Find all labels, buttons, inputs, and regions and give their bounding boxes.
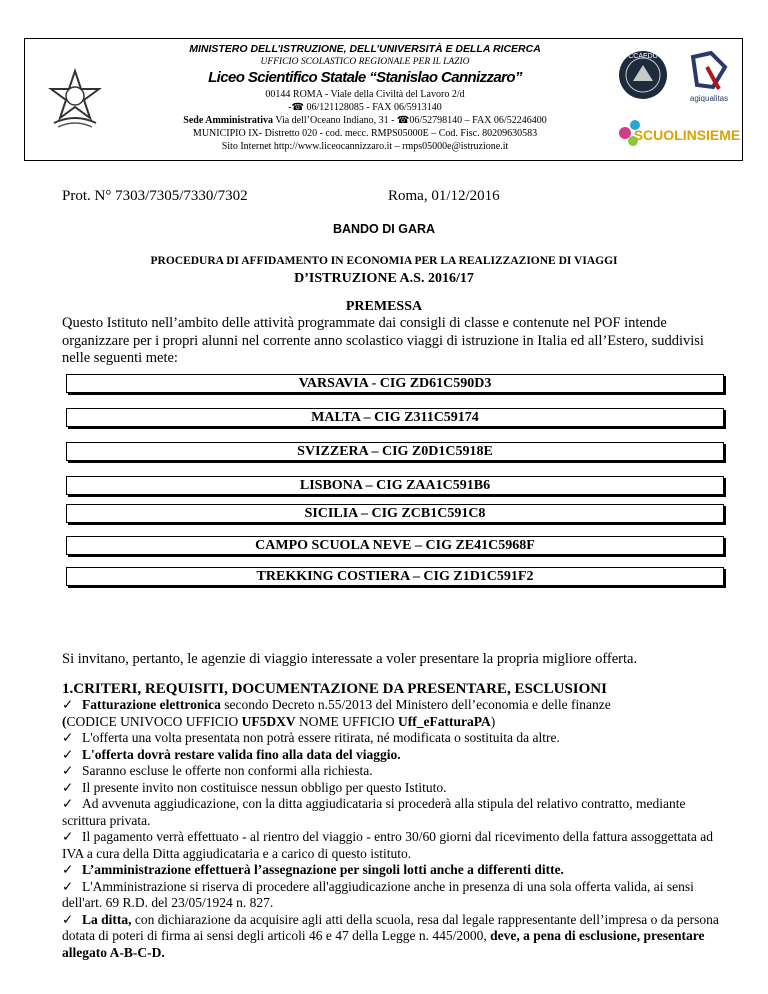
- phone-fax: -☎ 06/121128085 - FAX 06/5913140: [288, 102, 442, 113]
- partner-logos: [615, 45, 740, 155]
- item-text: CODICE UNIVOCO UFFICIO: [66, 713, 242, 729]
- premessa-heading: PREMESSA: [345, 299, 423, 314]
- checkmark-icon: ✓: [62, 730, 74, 745]
- destination-box: CAMPO SCUOLA NEVE – CIG ZE41C5968F: [66, 536, 724, 555]
- municipio-info: MUNICIPIO IX- Distretto 020 - cod. mecc. RMPS05000E – Cod. Fisc. 80209630583: [192, 128, 538, 139]
- item-text: secondo Decreto n.55/2013 del Ministero dell’economia e delle finanze: [220, 697, 611, 712]
- list-item: [62, 796, 730, 829]
- destination-box: SICILIA – CIG ZCB1C591C8: [66, 504, 724, 523]
- checkmark-icon: ✓: [62, 829, 74, 844]
- list-item: [62, 763, 730, 780]
- checkmark-icon: ✓: [62, 779, 74, 795]
- checkmark-icon: ✓: [62, 878, 74, 894]
- agiqualitas-logo: [690, 53, 728, 103]
- scuolinsieme-logo: [619, 120, 740, 146]
- destination-box: MALTA – CIG Z311C59174: [66, 408, 724, 427]
- list-item: [62, 862, 730, 879]
- checkmark-icon: ✓: [62, 746, 74, 762]
- office-code: UF5DXV: [241, 713, 296, 729]
- procedure-line-2: D’ISTRUZIONE A.S. 2016/17: [294, 271, 474, 286]
- school-name: Liceo Scientifico Statale “Stanislao Cannizzaro”: [208, 69, 522, 86]
- checkmark-icon: ✓: [62, 763, 74, 778]
- item-text: Ad avvenuta aggiudicazione, con la ditta aggiudicataria si procederà alla stipula del relativo contratto, mediante scrittura privata.: [62, 796, 686, 828]
- procedure-heading: [60, 253, 708, 287]
- paren-open: (: [62, 713, 67, 729]
- item-text: Il pagamento verrà effettuato - al rientro del viaggio - entro 30/60 giorni dal ricevimento della fattura assoggettata ad IVA a cura della Ditta aggiudicataria e a carico di questo istituto.: [62, 829, 714, 861]
- list-item: [62, 912, 730, 962]
- section-heading: 1.CRITERI, REQUISITI, DOCUMENTAZIONE DA PRESENTARE, ESCLUSIONI: [62, 681, 607, 697]
- regional-office: UFFICIO SCOLASTICO REGIONALE PER IL LAZIO: [260, 57, 470, 67]
- website-email: Sito Internet http://www.liceocannizzaro.it – rmps05000e@istruzione.it: [221, 141, 509, 152]
- item-bold: L’amministrazione effettuerà l’assegnazione per singoli lotti anche a differenti ditte.: [82, 862, 564, 877]
- destination-box: VARSAVIA - CIG ZD61C590D3: [66, 374, 724, 393]
- checkmark-icon: ✓: [62, 911, 74, 927]
- item-text: Il presente invito non costituisce nessun obbligo per questo Istituto.: [82, 779, 447, 795]
- procedure-line-1: PROCEDURA DI AFFIDAMENTO IN ECONOMIA PER LA REALIZZAZIONE DI VIAGGI: [150, 255, 618, 267]
- scuolinsieme-text: SCUOLINSIEME: [633, 127, 740, 143]
- agiqualitas-text: agiqualitas: [689, 94, 729, 103]
- checkmark-icon: ✓: [62, 697, 74, 712]
- item-text: con dichiarazione da acquisire agli atti della scuola, resa dal legale rappresentante dell’impresa o da persona dotata di poteri di firma ai sensi degli articoli 46 e 47 della Legge n. 445/2000,: [62, 911, 719, 943]
- item-bold: deve, a pena di esclusione, presentare allegato A-B-C-D.: [62, 928, 705, 960]
- criteria-list: [62, 697, 730, 961]
- item-text: L'offerta una volta presentata non potrà essere ritirata, né modificata o sostituita da altre.: [82, 730, 560, 745]
- invitation-text: Si invitano, pertanto, le agenzie di viaggio interessate a voler presentare la propria migliore offerta.: [62, 651, 638, 667]
- checkmark-icon: ✓: [62, 862, 74, 877]
- list-item: [62, 697, 730, 714]
- document-title: BANDO DI GARA: [332, 222, 436, 236]
- admin-label: Sede Amministrativa: [183, 115, 274, 126]
- letterhead: [24, 38, 743, 161]
- list-item: [62, 714, 730, 731]
- list-item: [62, 730, 730, 747]
- admin-office: [125, 114, 605, 127]
- admin-text: Via dell’Oceano Indiano, 31 - ☎06/52798140 – FAX 06/52246400: [273, 115, 547, 126]
- ccaedu-badge-logo: [619, 51, 667, 99]
- protocol-number: Prot. N° 7303/7305/7330/7302: [62, 188, 248, 204]
- list-item: [62, 879, 730, 912]
- item-text: Saranno escluse le offerte non conformi alla richiesta.: [82, 763, 373, 778]
- italian-republic-emblem-icon: [48, 67, 102, 129]
- item-bold: L'offerta dovrà restare valida fino alla data del viaggio.: [82, 746, 401, 762]
- ministry-name: MINISTERO DELL’ISTRUZIONE, DELL’UNIVERSITÀ E DELLA RICERCA: [189, 43, 541, 55]
- list-item: [62, 780, 730, 797]
- list-item: [62, 829, 730, 862]
- item-bold: Fatturazione elettronica: [82, 697, 221, 712]
- checkmark-icon: ✓: [62, 796, 74, 811]
- document-date: Roma, 01/12/2016: [388, 188, 500, 204]
- office-name: Uff_eFatturaPA: [398, 713, 491, 729]
- premessa-paragraph: Questo Istituto nell’ambito delle attività programmate dai consigli di classe e contenute nel POF intende organizzare per i propri alunni nel corrente anno scolastico viaggi di istruzione in Italia ed all’Estero, suddivisi nelle seguenti mete:: [62, 315, 704, 366]
- list-item: [62, 747, 730, 764]
- item-bold: La ditta,: [82, 911, 132, 927]
- destination-box: SVIZZERA – CIG Z0D1C5918E: [66, 442, 724, 461]
- ccaedu-text: CCAEDU: [628, 53, 658, 60]
- destination-box: LISBONA – CIG ZAA1C591B6: [66, 476, 724, 495]
- item-text: NOME UFFICIO: [295, 713, 399, 729]
- destination-box: TREKKING COSTIERA – CIG Z1D1C591F2: [66, 567, 724, 586]
- paren-close: ): [490, 713, 496, 729]
- item-text: L'Amministrazione si riserva di procedere all'aggiudicazione anche in presenza di una sola offerta valida, ai sensi dell'art. 69 R.D. del 23/05/1924 n. 827.: [62, 878, 694, 910]
- school-address: 00144 ROMA - Viale della Civiltà del Lavoro 2/d: [265, 89, 465, 100]
